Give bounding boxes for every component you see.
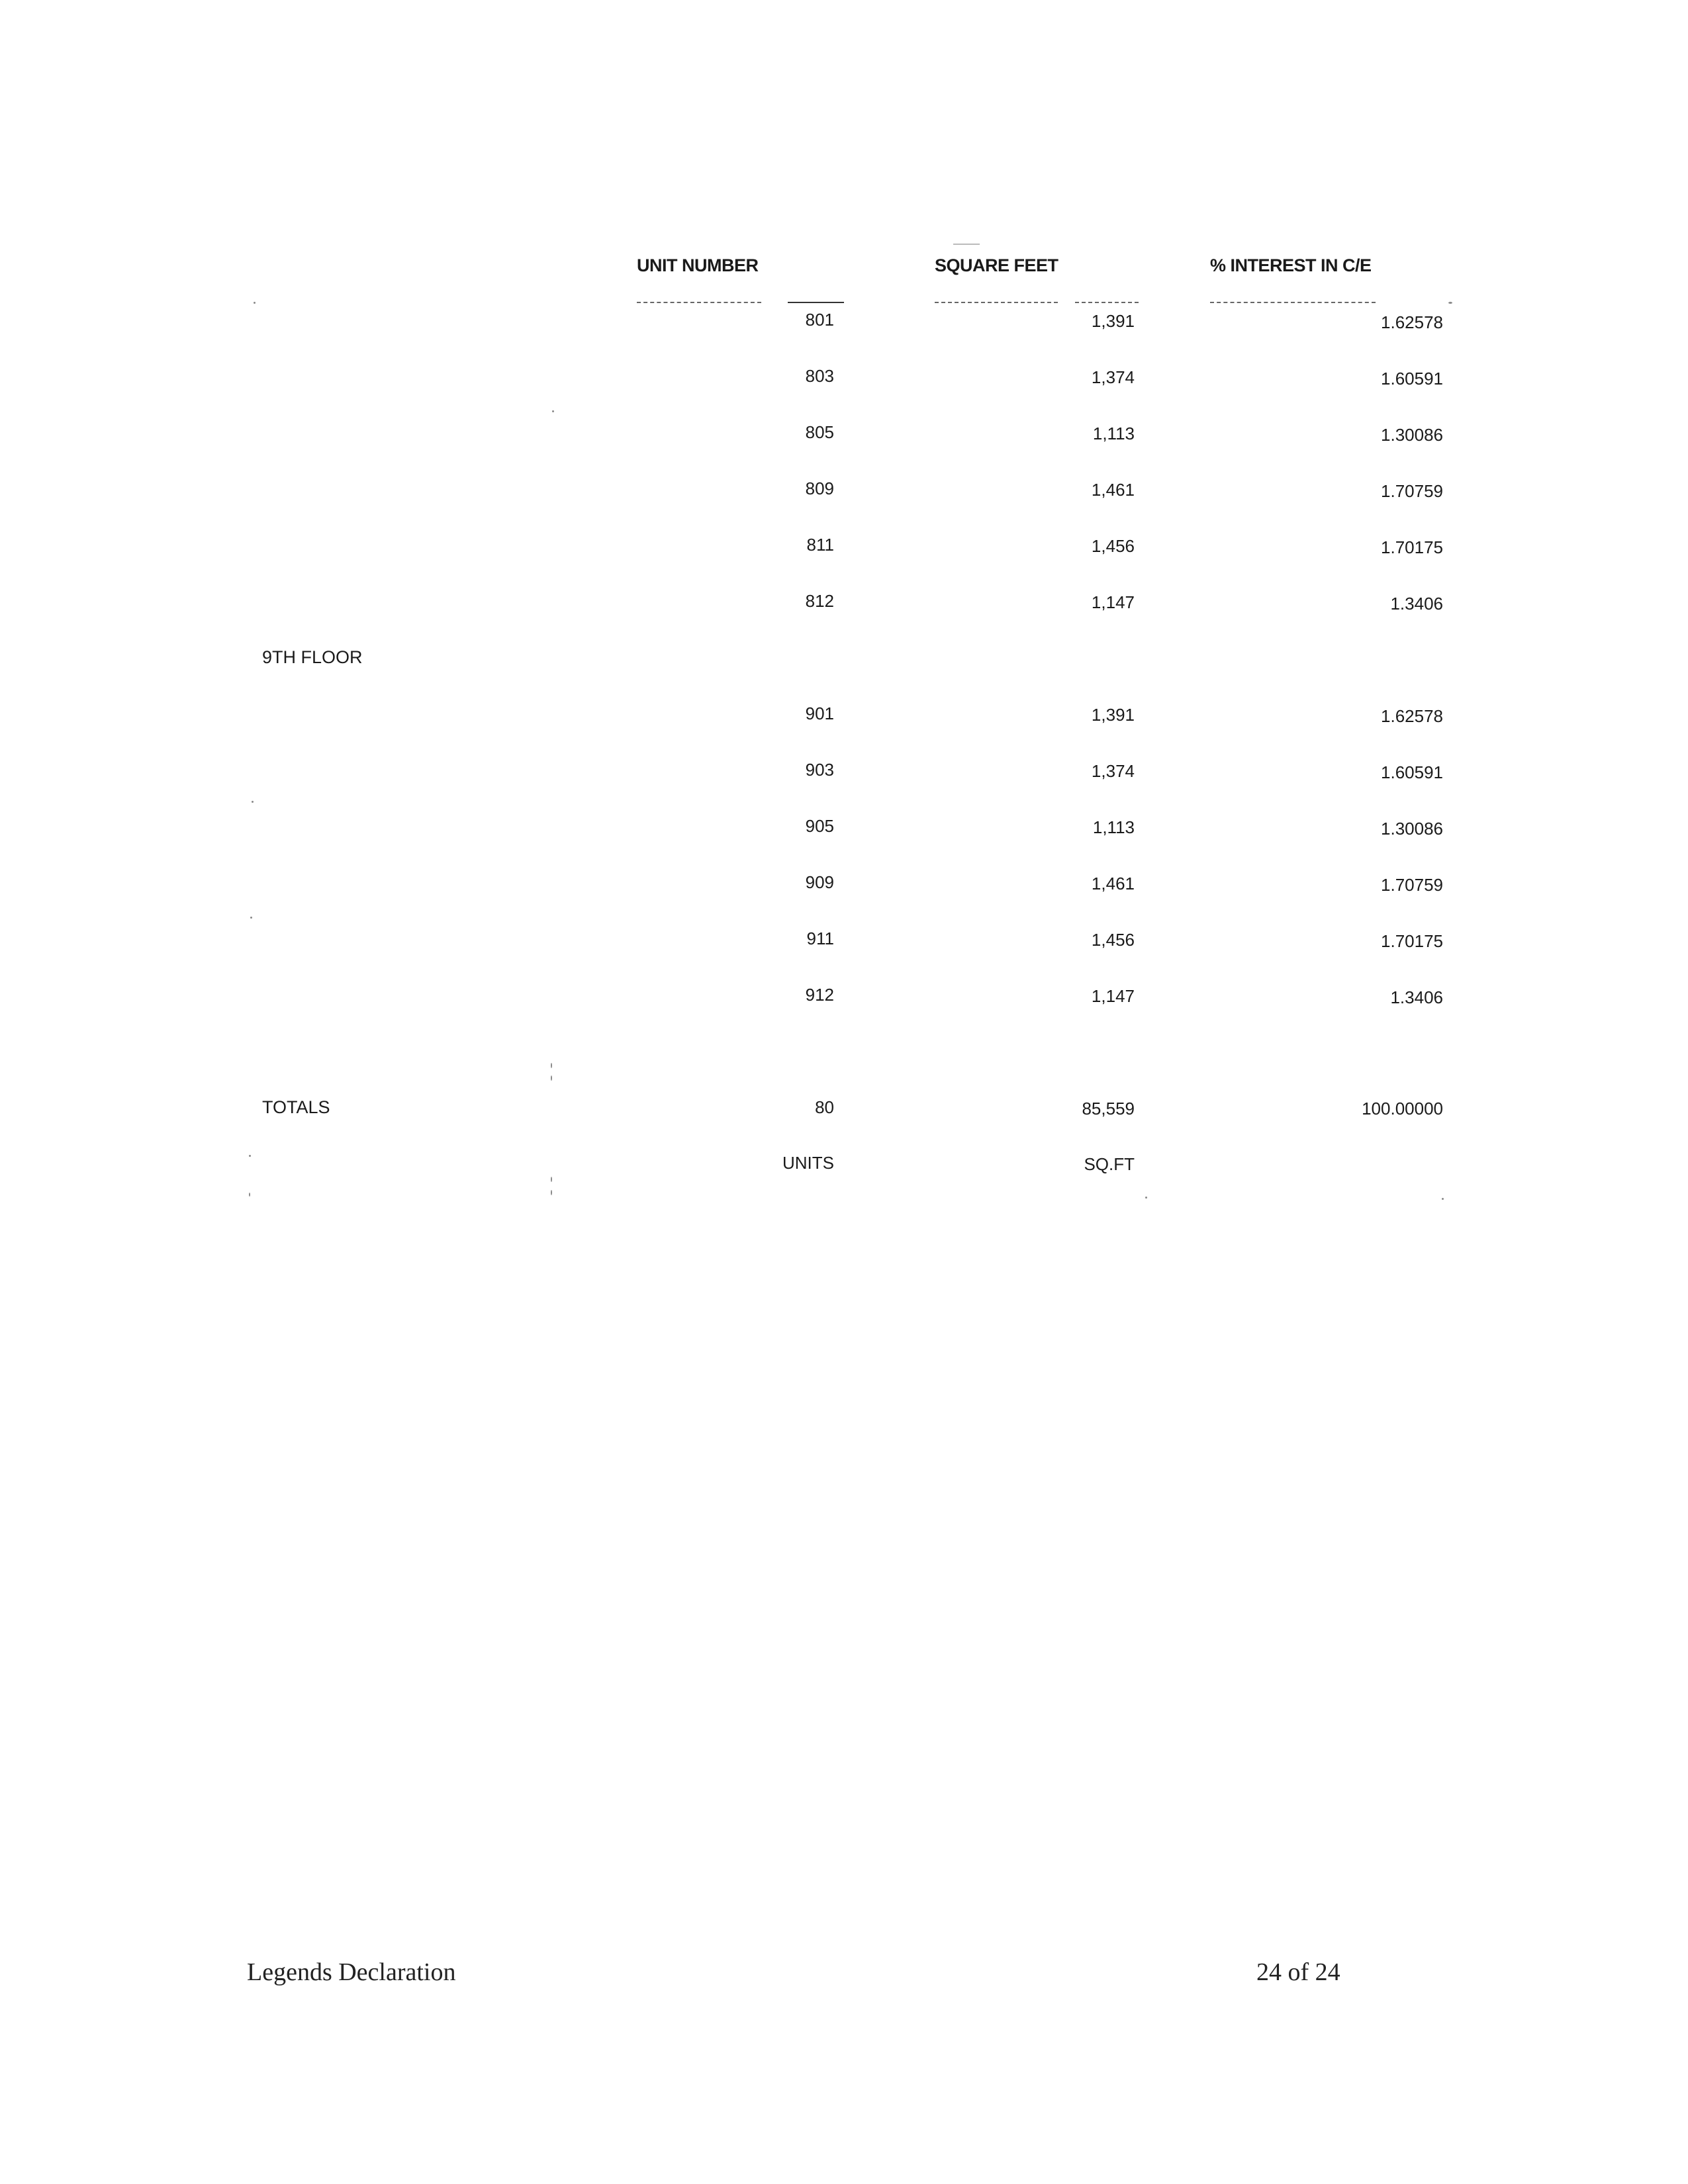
scan-speck [551,1190,552,1195]
unit-cell: 805 [805,422,834,442]
header-rule [788,302,844,303]
pct-cell: 1.70759 [1381,875,1443,895]
totals-pct: 100.00000 [1362,1099,1443,1118]
footer-title: Legends Declaration [247,1958,456,1986]
unit-cell: 911 [806,929,834,948]
unit-cell: 801 [805,310,834,330]
unit-cell: 909 [805,872,834,892]
scan-speck [252,801,254,803]
scan-speck [1448,302,1452,304]
unit-cell: 912 [805,985,834,1005]
sqft-cell: 1,456 [1091,930,1135,950]
sqft-cell: 1,391 [1091,705,1135,725]
sqft-cell: 1,461 [1091,480,1135,500]
sqft-cell: 1,147 [1091,592,1135,612]
totals-sqft: 85,559 [1082,1099,1135,1118]
pct-cell: 1.70759 [1381,481,1443,501]
pct-cell: 1.30086 [1381,819,1443,839]
unit-cell: 803 [805,366,834,386]
unit-cell: 905 [805,816,834,836]
scan-speck [953,244,980,245]
pct-cell: 1.60591 [1381,762,1443,782]
sqft-label: SQ.FT [1084,1154,1135,1174]
pct-cell: 1.30086 [1381,425,1443,445]
scan-speck [551,1177,552,1182]
header-rule [935,302,1058,303]
scan-speck [1145,1197,1147,1199]
scan-speck [1442,1198,1444,1200]
totals-units: 80 [815,1097,834,1117]
pct-cell: 1.60591 [1381,369,1443,388]
sqft-cell: 1,391 [1091,311,1135,331]
sqft-cell: 1,113 [1092,817,1135,837]
scan-speck [249,1193,250,1197]
sqft-cell: 1,456 [1091,536,1135,556]
scan-speck [551,1075,552,1081]
header-interest: % INTEREST IN C/E [1210,255,1372,275]
unit-cell: 901 [805,704,834,723]
pct-cell: 1.3406 [1390,987,1443,1007]
header-square-feet: SQUARE FEET [935,255,1058,275]
units-label: UNITS [782,1153,834,1173]
pct-cell: 1.3406 [1390,594,1443,614]
scan-speck [551,1063,552,1068]
pct-cell: 1.62578 [1381,706,1443,726]
sqft-cell: 1,374 [1091,367,1135,387]
pct-cell: 1.70175 [1381,931,1443,951]
unit-cell: 812 [805,591,834,611]
sqft-cell: 1,147 [1091,986,1135,1006]
pct-cell: 1.70175 [1381,537,1443,557]
scan-speck [249,1155,251,1157]
unit-cell: 903 [805,760,834,780]
scan-speck [552,410,554,412]
header-rule [637,302,761,303]
sqft-cell: 1,113 [1092,424,1135,443]
header-rule [1210,302,1376,303]
floor-label: 9TH FLOOR [262,647,363,667]
header-unit-number: UNIT NUMBER [637,255,759,275]
totals-label: TOTALS [262,1097,330,1117]
pct-cell: 1.62578 [1381,312,1443,332]
unit-cell: 809 [805,478,834,498]
scan-speck [250,917,252,919]
scan-speck [254,302,256,304]
page-number: 24 of 24 [1256,1958,1340,1986]
header-rule [1075,302,1139,303]
sqft-cell: 1,374 [1091,761,1135,781]
sqft-cell: 1,461 [1091,874,1135,893]
unit-cell: 811 [806,535,834,555]
